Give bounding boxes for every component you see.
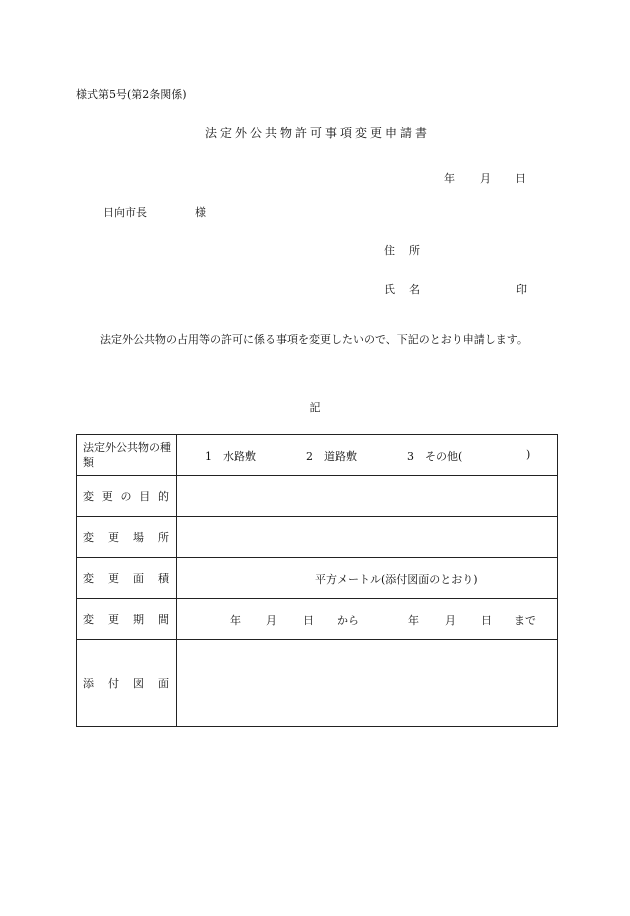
table-row-purpose [77,476,558,517]
type-options-cell[interactable] [177,435,558,476]
addressee-honorific: 様 [195,206,206,219]
row-label-location: 変 更 場 所 [77,517,177,558]
date-day-label: 日 [515,172,526,185]
period-start-day: 日 [303,614,314,627]
table-row-period [77,599,558,640]
period-value-cell[interactable] [177,599,558,640]
address-label [384,242,420,258]
type-option-road: 2 道路敷 [306,450,357,463]
table-row-type [77,435,558,476]
form-title: 法定外公共物許可事項変更申請書 [204,126,430,140]
period-from: から [337,614,359,627]
row-label-attachment: 添 付 図 面 [77,640,177,727]
seal-mark: 印 [516,283,527,296]
type-option-other: 3 その他( [407,450,463,463]
area-unit-text: 平方メートル(添付図面のとおり) [315,573,478,586]
attachment-value-cell[interactable] [177,640,558,727]
period-end-day: 日 [481,614,492,627]
date-month-label: 月 [480,172,491,185]
name-label [384,281,420,297]
form-number: 様式第5号(第2条関係) [76,88,187,101]
period-end-year: 年 [408,614,419,627]
table-row-attachment [77,640,558,727]
ki-heading: 記 [309,401,321,414]
type-option-other-close: ) [526,448,531,461]
row-label-period: 変 更 期 間 [77,599,177,640]
address-label-text: 住 所 [384,244,420,257]
type-option-waterway: 1 水路敷 [205,450,256,463]
area-value-cell[interactable] [177,558,558,599]
table-row-location [77,517,558,558]
location-value-cell[interactable] [177,517,558,558]
period-end-month: 月 [445,614,456,627]
table-row-area [77,558,558,599]
row-label-purpose: 変 更 の 目 的 [77,476,177,517]
application-table [76,434,558,727]
row-label-area: 変 更 面 積 [77,558,177,599]
row-label-type: 法定外公共物の種類 [77,435,177,476]
period-to: まで [514,614,536,627]
addressee-name: 日向市長 [103,206,147,219]
date-year-label: 年 [444,172,455,185]
period-start-month: 月 [266,614,277,627]
purpose-value-cell[interactable] [177,476,558,517]
name-label-text: 氏 名 [384,283,420,296]
period-start-year: 年 [230,614,241,627]
application-statement: 法定外公共物の占用等の許可に係る事項を変更したいので、下記のとおり申請します。 [100,333,528,346]
